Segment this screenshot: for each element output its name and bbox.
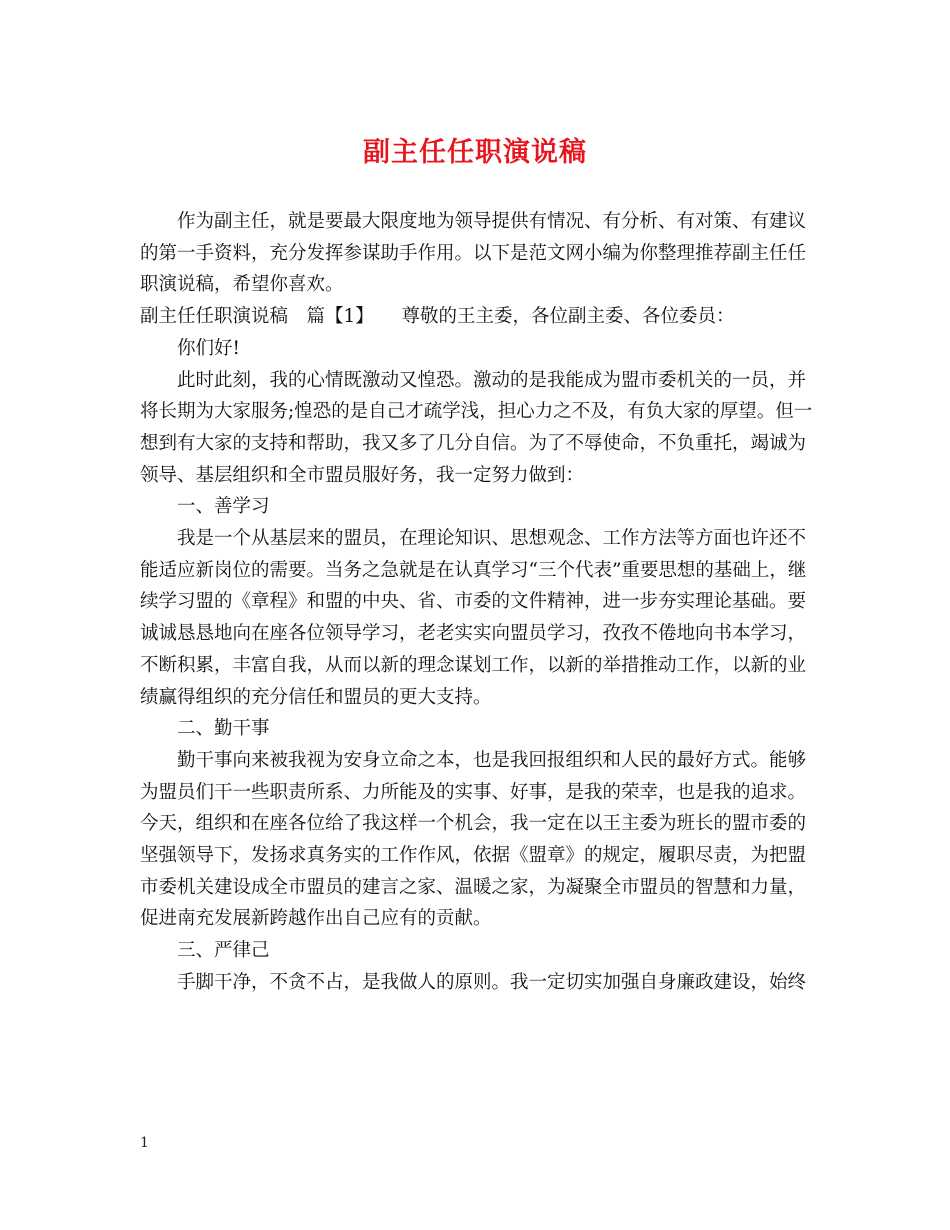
point-2-paragraph: 勤干事向来被我视为安身立命之本，也是我回报组织和人民的最好方式。能够为盟员们干一些职责所系、力所能及的实事、好事，是我的荣幸，也是我的追求。今天，组织和在座各位给了我这样一个机会，我一定在以王主委为班长的盟市委的坚强领导下，发扬求真务实的工作作风，依据《盟章》的规定，履职尽责，为把盟市委机关建设成全市盟员的建言之家、温暖之家，为凝聚全市盟员的智慧和力量，促进南充发展新跨越作出自己应有的贡献。 (140, 749, 807, 930)
point-1-paragraph: 我是一个从基层来的盟员，在理论知识、思想观念、工作方法等方面也许还不能适应新岗位的需要。当务之急就是在认真学习“三个代表”重要思想的基础上，继续学习盟的《章程》和盟的中央、省、市委的文件精神，进一步夯实理论基础。要诚诚恳恳地向在座各位领导学习，老老实实向盟员学习，孜孜不倦地向书本学习，不断积累，丰富自我，从而以新的理念谋划工作，以新的举措推动工作，以新的业绩赢得组织的充分信任和盟员的更大支持。 (140, 528, 807, 708)
intro-paragraph: 作为副主任，就是要最大限度地为领导提供有情况、有分析、有对策、有建议的第一手资料，充分发挥参谋助手作用。以下是范文网小编为你整理推荐副主任任职演说稿，希望你喜欢。 (140, 211, 807, 296)
document-title: 副主任任职演说稿 (363, 137, 587, 168)
point-1-heading: 一、善学习 (177, 496, 270, 518)
section-heading: 副主任任职演说稿 篇【1】 尊敬的王主委，各位副主委、各位委员： (140, 306, 735, 328)
greeting: 你们好! (177, 337, 240, 359)
document-body (140, 206, 822, 999)
point-3-paragraph: 手脚干净，不贪不占，是我做人的原则。我一定切实加强自身廉政建设，始终 (177, 971, 807, 993)
point-3-heading: 三、严律己 (177, 940, 270, 962)
page-number: 1 (140, 1135, 149, 1151)
point-2-heading: 二、勤干事 (177, 718, 270, 740)
opening-paragraph: 此时此刻，我的心情既激动又惶恐。激动的是我能成为盟市委机关的一员，并将长期为大家服务;惶恐的是自己才疏学浅，担心力之不及，有负大家的厚望。但一想到有大家的支持和帮助，我又多了几分自信。为了不辱使命，不负重托，竭诚为领导、基层组织和全市盟员服好务，我一定努力做到： (140, 369, 813, 486)
